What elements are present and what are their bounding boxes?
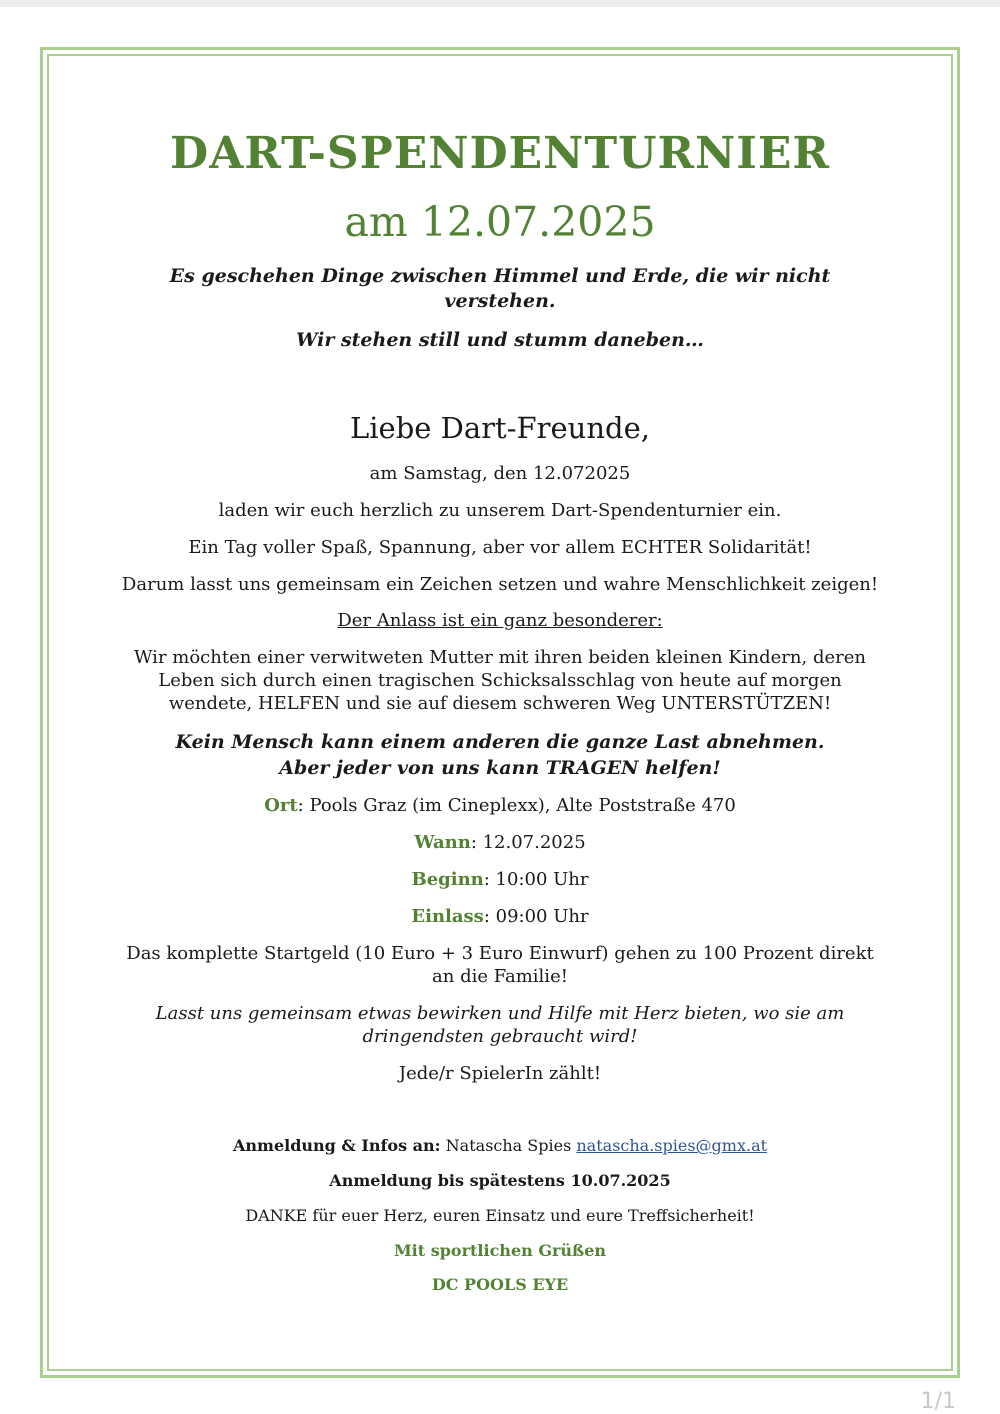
detail-when [110,831,890,854]
closing-italic: Lasst uns gemeinsam etwas bewirken und Hilfe mit Herz bieten, wo sie am dringendsten gebraucht wird! [155,1003,845,1047]
admission-value: : 09:00 Uhr [483,906,589,927]
admission-label: Einlass [411,906,484,927]
registration-line [110,1135,890,1157]
invite-text: laden wir euch herzlich zu unserem Dart-Spendenturnier ein. [218,500,782,521]
quote-line-2: Wir stehen still und stumm daneben… [296,329,704,351]
motto-line-1: Kein Mensch kann einem anderen die ganze Last abnehmen. [175,731,825,753]
detail-start [110,868,890,891]
start-label: Beginn [411,869,484,890]
registration-name: Natascha Spies [440,1136,577,1155]
page-indicator: 1/1 [920,1389,956,1414]
fee-text: Das komplette Startgeld (10 Euro + 3 Euro Einwurf) gehen zu 100 Prozent direkt an die Familie! [126,943,874,987]
regards-text: Mit sportlichen Grüßen [393,1241,607,1260]
detail-admission [110,905,890,928]
occasion-text: Wir möchten einer verwitweten Mutter mit ihren beiden kleinen Kindern, deren Leben sich durch einen tragischen Schicksalsschlag von heute auf morgen wendete, HELFEN und sie auf diesem schweren Weg UNTERSTÜTZEN! [134,647,866,714]
location-label: Ort [264,795,298,816]
motto-line-2: Aber jeder von uns kann TRAGEN helfen! [279,757,721,779]
occasion-heading: Der Anlass ist ein ganz besonderer: [337,610,663,631]
saturday-text: am Samstag, den 12.072025 [369,463,631,484]
thanks-text: DANKE für euer Herz, euren Einsatz und eure Treffsicherheit! [245,1206,755,1225]
every-player-text: Jede/r SpielerIn zählt! [398,1063,602,1084]
flyer-title: DART-SPENDENTURNIER [170,128,830,179]
greeting: Liebe Dart-Freunde, [350,411,650,445]
start-value: : 10:00 Uhr [483,869,589,890]
when-label: Wann [414,832,471,853]
event-date-heading: am 12.07.2025 [344,198,656,246]
location-value: : Pools Graz (im Cineplexx), Alte Poststraße 470 [297,795,736,816]
registration-label: Anmeldung & Infos an: [232,1136,441,1155]
registration-email-link[interactable]: natascha.spies@gmx.at [576,1136,768,1155]
when-value: : 12.07.2025 [470,832,586,853]
top-bar [0,0,1000,7]
sign-text: Darum lasst uns gemeinsam ein Zeichen setzen und wahre Menschlichkeit zeigen! [121,574,879,595]
detail-location [110,794,890,817]
registration-deadline: Anmeldung bis spätestens 10.07.2025 [329,1171,671,1190]
quote-line-1: Es geschehen Dinge zwischen Himmel und Erde, die wir nicht verstehen. [169,265,831,312]
day-text: Ein Tag voller Spaß, Spannung, aber vor allem ECHTER Solidarität! [188,537,812,558]
club-name: DC POOLS EYE [431,1275,569,1294]
